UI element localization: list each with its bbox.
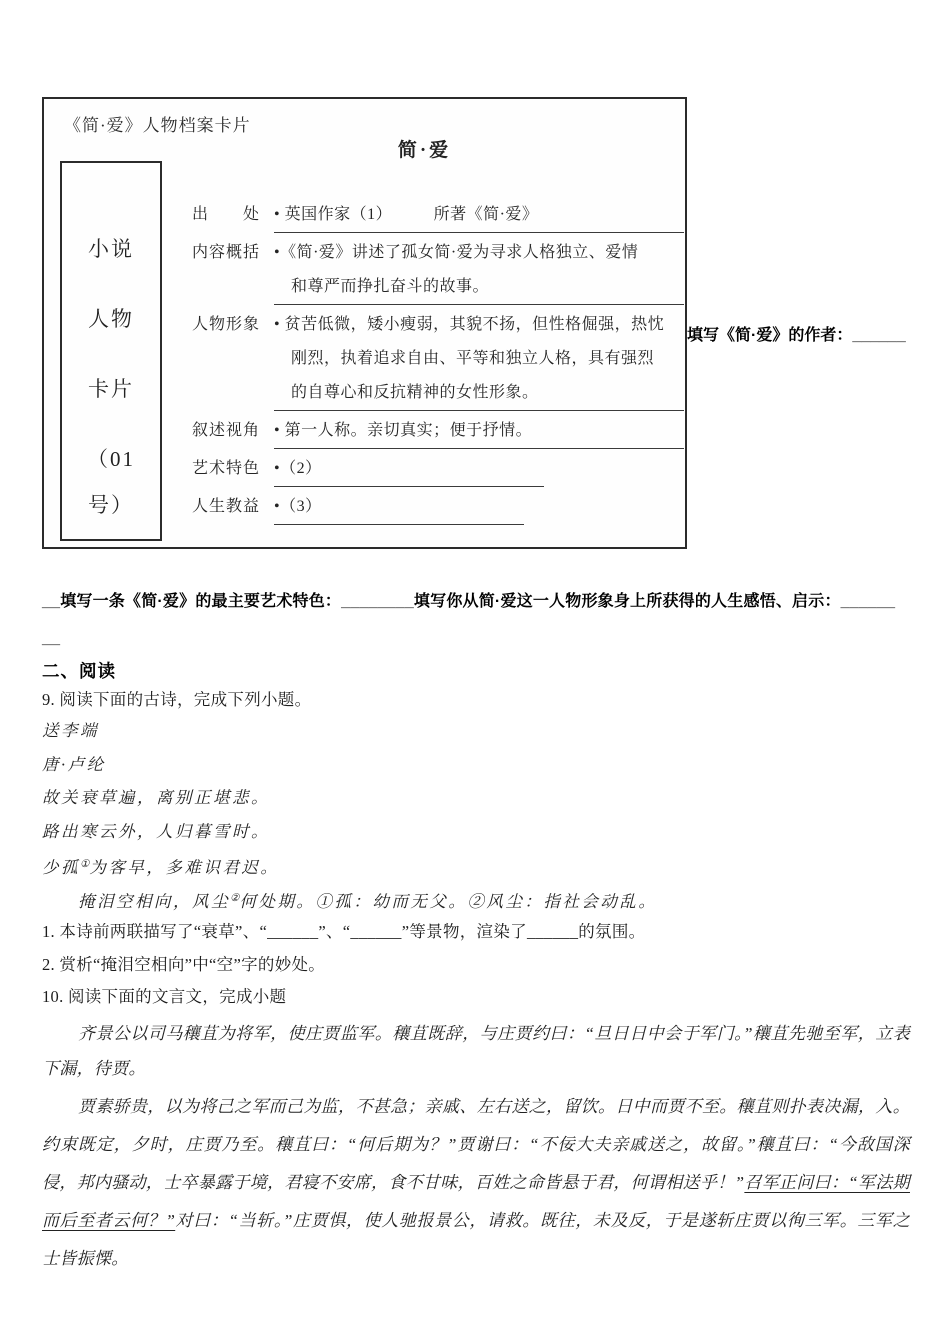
- passage-text: 对曰：“当斩。”庄贾惧，使人驰报景公，请救。既往，未及反，于是遂斩庄贾以徇三军。三军之士皆振慄。: [42, 1211, 910, 1268]
- passage-text: 贾素骄贵，以为将己之军而己为监，不甚急；亲戚、左右送之，留饮。日中而贾不至。穰苴则扑表决漏，入。约束既定，夕时，庄贾乃至。穰苴曰：“何后期为？”贾谢曰：“不佞大夫亲戚送之，故留。”穰苴曰：“今敌国深侵，邦内骚动，士卒暴露于境，君寝不安席，食不甘味，百姓之命皆悬于君，何谓相送乎！”: [42, 1097, 910, 1192]
- card-row-artistic: [192, 452, 684, 487]
- poem-block: [42, 714, 922, 915]
- fill-blank-line-2: __: [42, 630, 61, 647]
- card-row-source: [192, 198, 684, 233]
- row-content: [274, 452, 544, 487]
- poem-line-text: 为客早，多难识君迟。: [89, 858, 280, 877]
- row-label: 人生教益: [192, 498, 261, 515]
- row-content: [274, 490, 524, 525]
- row-line: •《简·爱》讲述了孤女简·爱为寻求人格独立、爱情: [274, 244, 639, 261]
- side-box-line: 人物: [88, 307, 134, 331]
- section-heading: 二、阅读: [42, 661, 116, 681]
- card-row-lesson: [192, 490, 684, 525]
- row-label: 叙述视角: [192, 422, 261, 439]
- card-caption: 《简·爱》人物档案卡片: [64, 116, 251, 135]
- sub-question-1: 1. 本诗前两联描写了“衰草”、“______”、“______”等景物，渲染了______的氛围。: [42, 922, 646, 941]
- row-line: • 贫苦低微，矮小瘦弱，其貌不扬，但性格倔强，热忱: [274, 316, 665, 333]
- card-row-summary: [192, 236, 684, 305]
- passage-underlined-clause: 召军正问曰：“军法期而后至者云何？”: [42, 1173, 910, 1230]
- poem-author: 唐·卢纶: [42, 754, 106, 774]
- card-title: 简·爱: [397, 140, 452, 161]
- row-label: 人物形象: [192, 316, 261, 333]
- row-line: •（2）: [274, 452, 544, 487]
- row-line: 刚烈，执着追求自由、平等和独立人格，具有强烈: [291, 350, 655, 367]
- row-label: 内容概括: [192, 244, 261, 261]
- row-content: [274, 198, 684, 233]
- row-content: [274, 414, 684, 449]
- question-9-stem: 9. 阅读下面的古诗，完成下列小题。: [42, 690, 312, 709]
- poem-line-with-notes: [42, 882, 922, 916]
- side-box-line: （01: [87, 447, 135, 471]
- card-row-character: [192, 308, 684, 411]
- character-card: [42, 97, 687, 549]
- poem-line: 故关衰草遍，离别正堪悲。: [42, 788, 270, 807]
- author-fill-blank: 填写《简·爱》的作者：______: [687, 327, 906, 344]
- card-rows: [192, 198, 684, 528]
- poem-line: 路出寒云外，人归暮雪时。: [42, 821, 270, 841]
- side-box-line: 号）: [88, 493, 134, 517]
- row-line: •（3）: [274, 490, 524, 525]
- fill-blank-line-1: __填写一条《简·爱》的最主要艺术特色：________填写你从简·爱这一人物形象身上所获得的人生感悟、启示：______: [42, 593, 896, 610]
- card-side-box: [60, 161, 162, 541]
- poem-title: 送李端: [42, 721, 99, 740]
- side-box-line: 卡片: [88, 377, 134, 401]
- poem-line-text: 少孤: [42, 858, 80, 877]
- poem-notes-text: 何处期。①孤：幼而无父。②风尘：指社会动乱。: [239, 891, 658, 911]
- footnote-marker-1: ①: [80, 859, 90, 870]
- row-line: 的自尊心和反抗精神的女性形象。: [274, 376, 684, 411]
- row-content: [274, 308, 684, 411]
- card-row-perspective: [192, 414, 684, 449]
- poem-line: [42, 848, 922, 882]
- poem-line-text: 掩泪空相向，风尘: [78, 891, 230, 911]
- sub-question-2: 2. 赏析“掩泪空相向”中“空”字的妙处。: [42, 955, 326, 974]
- row-label: 艺术特色: [192, 460, 261, 477]
- passage-paragraph-2: [42, 1088, 910, 1278]
- row-line: • 第一人称。亲切真实；便于抒情。: [274, 414, 684, 449]
- row-line: 和尊严而挣扎奋斗的故事。: [274, 270, 684, 305]
- row-label: 出 处: [192, 206, 261, 223]
- row-content: [274, 236, 684, 305]
- question-10-stem: 10. 阅读下面的文言文，完成小题: [42, 987, 287, 1006]
- side-box-line: 小说: [88, 237, 134, 261]
- row-line: • 英国作家（1） 所著《简·爱》: [274, 198, 684, 233]
- passage-paragraph-1: 齐景公以司马穰苴为将军，使庄贾监军。穰苴既辞，与庄贾约曰：“旦日日中会于军门。”穰苴先驰至军，立表下漏，待贾。: [42, 1024, 910, 1078]
- footnote-marker-2: ②: [230, 892, 240, 904]
